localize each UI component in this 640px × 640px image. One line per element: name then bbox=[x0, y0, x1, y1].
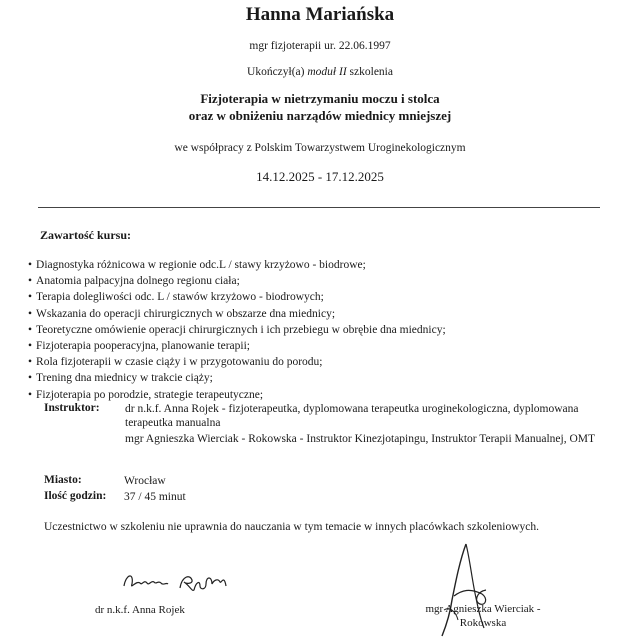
topics-list bbox=[28, 257, 446, 403]
divider-line bbox=[38, 207, 600, 208]
city-value: Wrocław bbox=[124, 475, 166, 487]
signature-right-name bbox=[403, 602, 563, 630]
signature-left-name: dr n.k.f. Anna Rojek bbox=[95, 604, 185, 616]
completion-line bbox=[0, 66, 640, 78]
instructor-2: mgr Agnieszka Wierciak - Rokowska - Instruktor Kinezjotapingu, Instruktor Terapii Manualnej, OMT bbox=[125, 433, 596, 445]
list-item: • Wskazania do operacji chirurgicznych w obszarze dna miednicy; bbox=[28, 306, 446, 322]
list-item: • Terapia dolegliwości odc. L / stawów krzyżowo - biodrowych; bbox=[28, 289, 446, 305]
course-title-line2: oraz w obniżeniu narządów miednicy mniejszej bbox=[188, 108, 452, 123]
module-name: moduł II bbox=[307, 66, 347, 78]
course-title bbox=[0, 90, 640, 124]
instructor-label: Instruktor: bbox=[44, 402, 100, 414]
participant-meta: mgr fizjoterapii ur. 22.06.1997 bbox=[249, 40, 391, 52]
list-item: • Rola fizjoterapii w czasie ciąży i w przygotowaniu do porodu; bbox=[28, 354, 446, 370]
participant-name: Hanna Mariańska bbox=[245, 4, 395, 25]
completion-suffix: szkolenia bbox=[346, 66, 393, 78]
completion-prefix: Ukończył(a) bbox=[247, 66, 308, 78]
instructor-1: dr n.k.f. Anna Rojek - fizjoterapeutka, dyplomowana terapeutka uroginekologiczna, dyplomowana terapeutka manualna bbox=[125, 403, 579, 429]
course-title-line1: Fizjoterapia w nietrzymaniu moczu i stolca bbox=[200, 91, 440, 106]
cooperation-line: we współpracy z Polskim Towarzystwem Uroginekologicznym bbox=[174, 142, 466, 154]
list-item: • Teoretyczne omówienie operacji chirurgicznych i ich przebiegu w obrębie dna miednicy; bbox=[28, 322, 446, 338]
signature-right-name-line2: Rokowska bbox=[459, 617, 507, 629]
signature-right-name-line1: mgr Agnieszka Wierciak - bbox=[425, 603, 541, 615]
hours-value: 37 / 45 minut bbox=[124, 491, 186, 503]
list-item: • Fizjoterapia po porodzie, strategie terapeutyczne; bbox=[28, 387, 446, 403]
list-item: • Fizjoterapia pooperacyjna, planowanie terapii; bbox=[28, 338, 446, 354]
course-dates: 14.12.2025 - 17.12.2025 bbox=[256, 169, 384, 184]
hours-label: Ilość godzin: bbox=[44, 490, 107, 502]
content-heading: Zawartość kursu: bbox=[40, 228, 132, 242]
signature-left bbox=[120, 566, 235, 596]
city-label: Miasto: bbox=[44, 474, 82, 486]
disclaimer-note: Uczestnictwo w szkoleniu nie uprawnia do nauczania w tym temacie w innych placówkach szkoleniowych. bbox=[44, 521, 539, 533]
list-item: • Anatomia palpacyjna dolnego regionu ciała; bbox=[28, 273, 446, 289]
list-item: • Trening dna miednicy w trakcie ciąży; bbox=[28, 370, 446, 386]
list-item: • Diagnostyka różnicowa w regionie odc.L / stawy krzyżowo - biodrowe; bbox=[28, 257, 446, 273]
